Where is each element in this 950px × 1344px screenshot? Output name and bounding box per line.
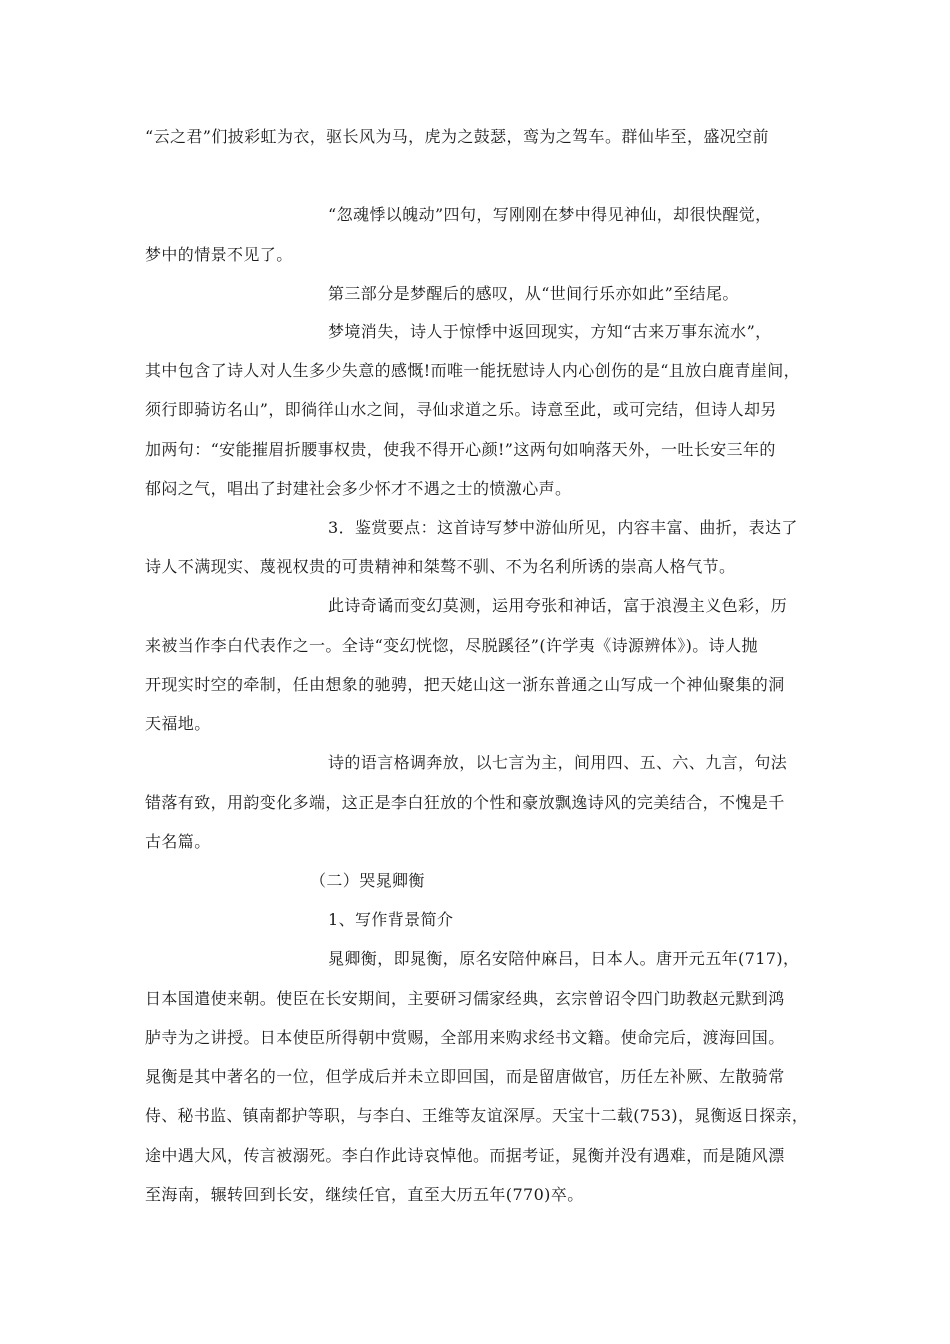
text-line: 胪寺为之讲授。日本使臣所得朝中赏赐，全部用来购求经书文籍。使命完后，渡海回国。 <box>145 1028 785 1047</box>
text-line: 日本国遣使来朝。使臣在长安期间，主要研习儒家经典，玄宗曾诏令四门助教赵元默到鸿 <box>145 989 785 1008</box>
text-line: 须行即骑访名山”，即徜徉山水之间，寻仙求道之乐。诗意至此，或可完结，但诗人却另 <box>145 400 777 419</box>
text-line: 郁闷之气，唱出了封建社会多少怀才不遇之士的愤激心声。 <box>145 479 572 498</box>
text-line: “忽魂悸以魄动”四句，写刚刚在梦中得见神仙，却很快醒觉， <box>328 205 772 224</box>
text-line: 诗的语言格调奔放，以七言为主，间用四、五、六、九言，句法 <box>328 753 788 772</box>
section-heading: （二）哭晁卿衡 <box>310 871 425 890</box>
text-line: 至海南，辗转回到长安，继续任官，直至大历五年(770)卒。 <box>145 1185 584 1204</box>
text-line: 开现实时空的牵制，任由想象的驰骋，把天姥山这一浙东普通之山写成一个神仙聚集的洞 <box>145 675 785 694</box>
text-line: 加两句：“安能摧眉折腰事权贵，使我不得开心颜!”这两句如响落天外，一吐长安三年的 <box>145 440 776 459</box>
text-line: 第三部分是梦醒后的感叹，从“世间行乐亦如此”至结尾。 <box>328 284 739 303</box>
subsection-heading: 1、写作背景简介 <box>328 910 454 929</box>
text-line: 古名篇。 <box>145 832 211 851</box>
text-line: 梦境消失，诗人于惊悸中返回现实，方知“古来万事东流水”， <box>328 322 772 341</box>
text-line: 侍、秘书监、镇南都护等职，与李白、王维等友谊深厚。天宝十二载(753)，晁衡返日探亲， <box>145 1106 809 1125</box>
text-line: 梦中的情景不见了。 <box>145 245 293 264</box>
text-line: “云之君”们披彩虹为衣，驱长风为马，虎为之鼓瑟，鸾为之驾车。群仙毕至，盛况空前 <box>145 127 769 146</box>
text-line: 天福地。 <box>145 714 211 733</box>
text-line: 其中包含了诗人对人生多少失意的感慨!而唯一能抚慰诗人内心创伤的是“且放白鹿青崖间， <box>145 361 801 380</box>
text-line: 3．鉴赏要点：这首诗写梦中游仙所见，内容丰富、曲折，表达了 <box>328 518 798 537</box>
text-line: 途中遇大风，传言被溺死。李白作此诗哀悼他。而据考证，晁衡并没有遇难，而是随风漂 <box>145 1146 785 1165</box>
text-line: 错落有致，用韵变化多端，这正是李白狂放的个性和豪放飘逸诗风的完美结合，不愧是千 <box>145 793 785 812</box>
text-line: 来被当作李白代表作之一。全诗“变幻恍惚，尽脱蹊径”(许学夷《诗源辨体》)。诗人抛 <box>145 636 758 655</box>
text-line: 诗人不满现实、蔑视权贵的可贵精神和桀骜不驯、不为名利所诱的崇高人格气节。 <box>145 557 736 576</box>
text-line: 此诗奇谲而变幻莫测，运用夸张和神话，富于浪漫主义色彩，历 <box>328 596 788 615</box>
text-line: 晁衡是其中著名的一位，但学成后并未立即回国，而是留唐做官，历任左补厥、左散骑常 <box>145 1067 785 1086</box>
text-line: 晁卿衡，即晁衡，原名安陪仲麻吕，日本人。唐开元五年(717)， <box>328 949 800 968</box>
